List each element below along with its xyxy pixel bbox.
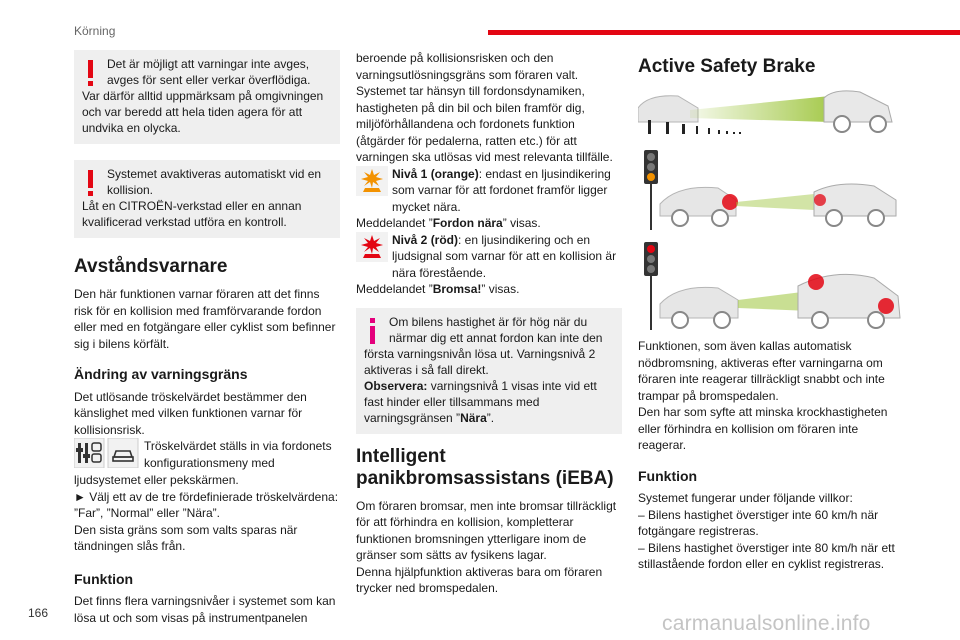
- orange-warning-illustration: [638, 144, 904, 230]
- note1-line1: Det är möjligt att varningar inte avges,: [107, 57, 310, 71]
- msg1-bold: Fordon nära: [432, 216, 503, 230]
- detection-illustration: [638, 88, 904, 140]
- ieba-text1: Om föraren bromsar, men inte bromsar tillräckligt för att förhindra en kollision, kompletterar funktionen bromsningen ytterligare inom de gränser som sätts av fysikens lagar.: [356, 498, 617, 562]
- bullet-choose: [74, 489, 340, 522]
- observe-end: ”.: [486, 410, 495, 425]
- threshold-icon-text: Tröskelvärdet ställs in via fordonets konfigurationsmeny med: [144, 439, 332, 470]
- info-observe: [364, 378, 614, 426]
- info-rest: första varningsnivån lösa ut. Varningsnivå 2 aktiveras i så fall direkt.: [364, 346, 596, 377]
- header-section: Körning: [74, 24, 116, 38]
- info-line1: Om bilens hastighet är för hög när du: [389, 314, 588, 329]
- header-bar: [488, 30, 960, 35]
- column-right: [638, 50, 904, 573]
- msg1: [356, 215, 622, 232]
- warning-note-2: [74, 160, 340, 238]
- heading-asb: Active Safety Brake: [638, 56, 816, 77]
- watermark: carmanualsonline.info: [662, 612, 871, 635]
- heading-andring: Ändring av varningsgräns: [74, 366, 248, 382]
- intro-text: Den här funktionen varnar föraren att det finns risk för en kollision med framförvarande fordon eller med en fotgängare eller cyklist som befinner sig i bilens körfält.: [74, 287, 336, 351]
- note2-line2: kollision.: [107, 183, 154, 197]
- observe-bold2: Nära: [460, 410, 487, 425]
- observe-text: varningsnivå 1 visas inte vid ett fast hinder eller tillsammans med varningsgränsen ”: [364, 378, 597, 425]
- asb-text2: Den har som syfte att minska krockhastigheten eller förhindra en kollision om föraren inte reagerar.: [638, 405, 888, 452]
- heading-avstandsvarnare: Avståndsvarnare: [74, 256, 228, 277]
- cont-text: beroende på kollisionsrisken och den varningsutlösningsgräns som föraren valt.: [356, 51, 579, 82]
- system-text: Systemet tar hänsyn till fordonsdynamiken, hastigheten på din bil och bilen framför dig, miljöförhållandena och fordonets funktion (åtgärder för pedalerna, ratten etc.) för att varningen ska utlösas vid mest relevanta tillfälle.: [356, 84, 613, 164]
- saved-text: Den sista gräns som som valts sparas när tändningen slås från.: [74, 522, 298, 553]
- level1-row: [356, 166, 622, 216]
- collision-warning-red-icon: [356, 232, 388, 262]
- level2-label: Nivå 2 (röd): [392, 232, 459, 247]
- audio-text: ljudsystemet eller pekskärmen.: [74, 473, 239, 487]
- warning-icon: [84, 168, 98, 198]
- heading-ieba: Intelligent panikbromsassistans (iEBA): [356, 445, 614, 489]
- note1-line2: avges för sent eller verkar överflödiga.: [107, 73, 311, 87]
- info-line2: närmar dig ett annat fordon kan inte den: [389, 330, 603, 345]
- settings-icon-row: [74, 438, 340, 472]
- ieba-text2: Denna hjälpfunktion aktiveras bara om föraren trycker ned bromspedalen.: [356, 564, 603, 595]
- info-note: [356, 308, 622, 434]
- msg2: [356, 281, 622, 298]
- level1-text: : endast en ljusindikering som varnar för att fordonet framför ligger mycket nära.: [392, 166, 611, 214]
- asb-text1: Funktionen, som även kallas automatisk nödbromsning, aktiveras efter varningarna om föraren inte reagerar tillräckligt snabbt och inte trampar på bromspedalen.: [638, 339, 885, 403]
- bullet-text: Välj ett av de tre fördefinierade tröskelvärdena: ”Far”, ”Normal” eller ”Nära”.: [74, 489, 339, 520]
- msg2-prefix: Meddelandet ”: [356, 282, 433, 296]
- threshold-text: Det utlösande tröskelvärdet bestämmer den känslighet med vilken funktionen varnar för kollisionsrisk.: [74, 389, 307, 437]
- level2-row: [356, 232, 622, 282]
- red-warning-illustration: [638, 238, 904, 330]
- note2-line1: Systemet avaktiveras automatiskt vid en: [107, 167, 322, 181]
- condition-2: – Bilens hastighet överstiger inte 80 km/h när ett stillastående fordon eller en cyklist registreras.: [638, 540, 895, 571]
- page-number: 166: [28, 606, 49, 620]
- note1-rest: Var därför alltid uppmärksam på omgivningen och var beredd att hela tiden agera för att undvika en olycka.: [82, 89, 324, 135]
- msg1-suffix: ” visas.: [502, 216, 541, 230]
- arrow-icon: ►: [74, 489, 86, 504]
- msg2-suffix: ” visas.: [481, 282, 520, 296]
- msg1-prefix: Meddelandet ”: [356, 216, 433, 230]
- observe-label: Observera:: [364, 378, 428, 393]
- collision-warning-orange-icon: [356, 166, 388, 196]
- note2-rest: Låt en CITROËN-verkstad eller en annan kvalificerad verkstad utföra en kontroll.: [82, 199, 302, 229]
- vehicle-settings-icon: [74, 438, 140, 468]
- warning-icon: [84, 58, 98, 88]
- function-text: Det finns flera varningsnivåer i systemet som kan lösa ut och som visas på instrumentpanelen: [74, 594, 336, 625]
- condition-1: – Bilens hastighet överstiger inte 60 km/h när fotgängare registreras.: [638, 507, 879, 538]
- level2-text: : en ljusindikering och en ljudsignal som varnar för att en kollision är nära förestående.: [392, 232, 617, 280]
- conditions-text: Systemet fungerar under följande villkor:: [638, 491, 853, 505]
- column-middle: [356, 50, 622, 597]
- info-icon: [366, 316, 380, 346]
- warning-note-1: [74, 50, 340, 144]
- level1-label: Nivå 1 (orange): [392, 166, 479, 181]
- msg2-bold: Bromsa!: [432, 282, 482, 296]
- heading-funktion-asb: Funktion: [638, 467, 698, 484]
- heading-funktion: Funktion: [74, 570, 134, 587]
- column-left: [74, 50, 340, 626]
